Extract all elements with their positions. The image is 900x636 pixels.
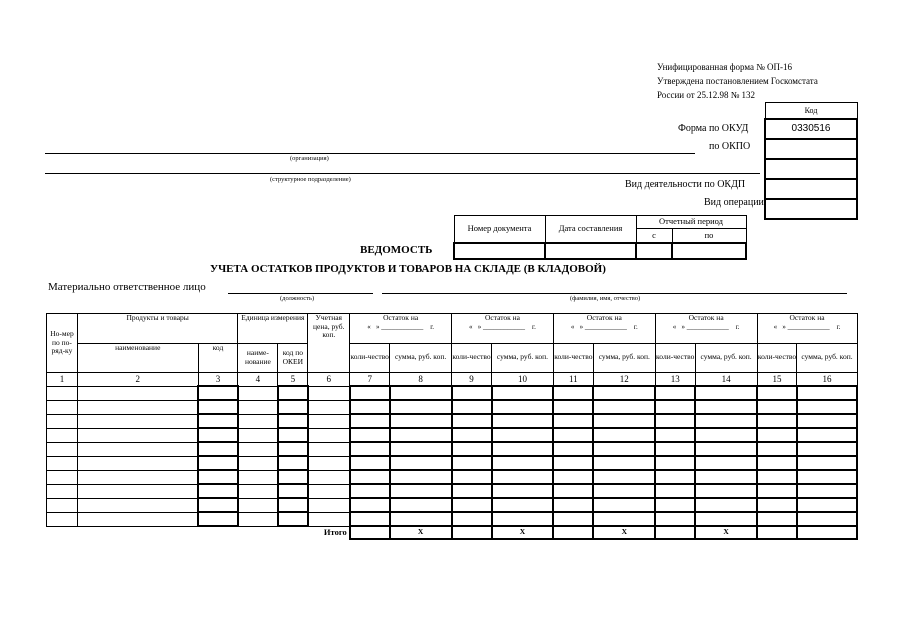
table-cell[interactable] — [390, 512, 452, 526]
okpo-code[interactable] — [765, 139, 857, 159]
column-number: 12 — [593, 373, 655, 387]
table-cell[interactable] — [198, 470, 238, 484]
table-cell[interactable] — [492, 512, 554, 526]
x-mark: Х — [492, 526, 554, 539]
table-cell[interactable] — [198, 498, 238, 512]
table-cell[interactable] — [350, 400, 390, 414]
table-cell[interactable] — [757, 386, 797, 400]
position-caption: (должность) — [280, 295, 315, 302]
table-cell[interactable] — [308, 512, 350, 526]
table-cell[interactable] — [77, 414, 198, 428]
table-cell[interactable] — [655, 386, 695, 400]
okpo-label: по ОКПО — [709, 141, 751, 152]
form-line-1: Унифицированная форма № ОП-16 — [657, 62, 793, 72]
table-cell[interactable] — [238, 470, 278, 484]
subdivision-line[interactable] — [45, 173, 760, 174]
table-cell[interactable] — [350, 456, 390, 470]
table-cell[interactable] — [593, 498, 655, 512]
table-cell[interactable] — [47, 400, 78, 414]
table-cell[interactable] — [308, 386, 350, 400]
organization-line[interactable] — [45, 153, 695, 154]
doc-number-field[interactable] — [454, 243, 545, 259]
table-cell[interactable] — [238, 484, 278, 498]
price-header: Учетная цена, руб. коп. — [308, 314, 350, 373]
table-cell[interactable] — [278, 456, 308, 470]
table-cell[interactable] — [757, 470, 797, 484]
table-cell[interactable] — [757, 442, 797, 456]
table-cell[interactable] — [350, 484, 390, 498]
table-cell[interactable] — [198, 414, 238, 428]
table-cell[interactable] — [593, 512, 655, 526]
title-line-2: УЧЕТА ОСТАТКОВ ПРОДУКТОВ И ТОВАРОВ НА СКЛАДЕ (В КЛАДОВОЙ) — [210, 263, 606, 275]
table-cell[interactable] — [198, 400, 238, 414]
table-cell[interactable] — [553, 442, 593, 456]
table-row — [47, 484, 858, 498]
table-cell[interactable] — [308, 470, 350, 484]
table-cell[interactable] — [492, 428, 554, 442]
column-number: 4 — [238, 373, 278, 387]
table-cell[interactable] — [797, 442, 857, 456]
table-cell[interactable] — [278, 400, 308, 414]
code-subheader: код — [198, 343, 238, 373]
table-row — [47, 386, 858, 400]
table-cell[interactable] — [492, 498, 554, 512]
table-cell[interactable] — [452, 386, 492, 400]
code-blank[interactable] — [765, 159, 857, 179]
column-number: 3 — [198, 373, 238, 387]
organization-caption: (организация) — [290, 155, 329, 162]
table-cell[interactable] — [390, 498, 452, 512]
balance-header-4: Остаток на « » ____________ г. — [655, 314, 757, 344]
table-cell[interactable] — [278, 498, 308, 512]
table-cell[interactable] — [695, 484, 757, 498]
table-cell[interactable] — [655, 456, 695, 470]
period-to: по — [672, 229, 746, 243]
sum-subheader: сумма, руб. коп. — [593, 343, 655, 373]
table-cell[interactable] — [655, 400, 695, 414]
table-cell[interactable] — [308, 498, 350, 512]
table-cell[interactable] — [350, 512, 390, 526]
table-cell[interactable] — [797, 470, 857, 484]
table-cell[interactable] — [198, 442, 238, 456]
table-cell[interactable] — [390, 484, 452, 498]
col-number-header: Но-мер по по-ряд-ку — [47, 314, 78, 373]
column-number: 10 — [492, 373, 554, 387]
table-cell[interactable] — [655, 414, 695, 428]
document-meta-table — [453, 215, 747, 260]
table-row — [47, 414, 858, 428]
table-cell[interactable] — [695, 400, 757, 414]
sum-subheader: сумма, руб. коп. — [390, 343, 452, 373]
table-cell[interactable] — [492, 442, 554, 456]
table-cell[interactable] — [797, 400, 857, 414]
operation-code[interactable] — [765, 199, 857, 219]
table-cell[interactable] — [77, 498, 198, 512]
table-row — [47, 400, 858, 414]
table-cell[interactable] — [350, 442, 390, 456]
table-cell[interactable] — [278, 470, 308, 484]
table-cell[interactable] — [47, 386, 78, 400]
table-cell[interactable] — [695, 498, 757, 512]
table-cell[interactable] — [238, 400, 278, 414]
column-numbers-row — [47, 373, 858, 387]
table-cell[interactable] — [492, 414, 554, 428]
qty-subheader: коли-чество — [655, 343, 695, 373]
okud-label: Форма по ОКУД — [678, 123, 749, 134]
table-cell[interactable] — [350, 386, 390, 400]
table-cell[interactable] — [452, 498, 492, 512]
column-number: 2 — [77, 373, 198, 387]
table-cell[interactable] — [238, 414, 278, 428]
total-cell[interactable] — [553, 526, 593, 539]
table-cell[interactable] — [452, 442, 492, 456]
date-header: Дата составления — [545, 216, 636, 244]
table-cell[interactable] — [308, 428, 350, 442]
position-line[interactable] — [228, 293, 373, 294]
table-cell[interactable] — [238, 456, 278, 470]
table-cell[interactable] — [553, 428, 593, 442]
table-row — [47, 456, 858, 470]
form-line-2: Утверждена постановлением Госкомстата — [657, 76, 818, 86]
table-cell[interactable] — [492, 386, 554, 400]
table-cell[interactable] — [308, 442, 350, 456]
table-cell[interactable] — [553, 456, 593, 470]
column-number: 7 — [350, 373, 390, 387]
table-cell[interactable] — [350, 470, 390, 484]
products-header: Продукты и товары — [77, 314, 238, 344]
table-cell[interactable] — [553, 400, 593, 414]
table-cell[interactable] — [695, 512, 757, 526]
table-cell[interactable] — [593, 456, 655, 470]
column-number: 1 — [47, 373, 78, 387]
name-caption: (фамилия, имя, отчество) — [570, 295, 641, 302]
table-cell[interactable] — [492, 484, 554, 498]
table-cell[interactable] — [797, 498, 857, 512]
table-cell[interactable] — [757, 400, 797, 414]
sum-subheader: сумма, руб. коп. — [695, 343, 757, 373]
period-from: с — [636, 229, 672, 243]
table-cell[interactable] — [593, 442, 655, 456]
column-number: 9 — [452, 373, 492, 387]
okdp-label: Вид деятельности по ОКДП — [625, 179, 746, 190]
balance-header-3: Остаток на « » ____________ г. — [553, 314, 655, 344]
table-cell[interactable] — [797, 456, 857, 470]
qty-subheader: коли-чество — [452, 343, 492, 373]
table-cell[interactable] — [390, 414, 452, 428]
table-cell[interactable] — [757, 512, 797, 526]
balance-header-1: Остаток на « » ____________ г. — [350, 314, 452, 344]
balance-table — [46, 313, 858, 540]
total-row — [47, 526, 858, 539]
table-cell[interactable] — [553, 498, 593, 512]
table-cell[interactable] — [492, 456, 554, 470]
table-cell[interactable] — [308, 400, 350, 414]
table-cell[interactable] — [308, 456, 350, 470]
period-from-field[interactable] — [636, 243, 672, 259]
table-cell[interactable] — [47, 512, 78, 526]
table-cell[interactable] — [452, 456, 492, 470]
date-field[interactable] — [545, 243, 636, 259]
subdivision-caption: (структурное подразделение) — [270, 176, 351, 183]
table-cell[interactable] — [757, 414, 797, 428]
table-cell[interactable] — [695, 386, 757, 400]
codes-header: Код — [765, 103, 857, 120]
table-cell[interactable] — [390, 470, 452, 484]
title-line-1: ВЕДОМОСТЬ — [360, 244, 433, 256]
table-cell[interactable] — [390, 386, 452, 400]
form-line-3: России от 25.12.98 № 132 — [657, 90, 756, 100]
table-cell[interactable] — [350, 428, 390, 442]
period-header: Отчетный период — [636, 216, 746, 229]
table-row — [47, 428, 858, 442]
table-cell[interactable] — [553, 512, 593, 526]
name-line[interactable] — [382, 293, 847, 294]
total-cell[interactable] — [757, 526, 797, 539]
table-cell[interactable] — [593, 386, 655, 400]
table-cell[interactable] — [655, 498, 695, 512]
table-cell[interactable] — [77, 442, 198, 456]
table-cell[interactable] — [593, 470, 655, 484]
table-cell[interactable] — [278, 386, 308, 400]
qty-subheader: коли-чество — [553, 343, 593, 373]
table-cell[interactable] — [278, 512, 308, 526]
table-cell[interactable] — [47, 498, 78, 512]
table-cell[interactable] — [757, 498, 797, 512]
table-cell[interactable] — [757, 428, 797, 442]
table-cell[interactable] — [238, 386, 278, 400]
sum-subheader: сумма, руб. коп. — [797, 343, 857, 373]
table-cell[interactable] — [492, 400, 554, 414]
table-cell[interactable] — [47, 456, 78, 470]
table-cell[interactable] — [77, 512, 198, 526]
table-cell[interactable] — [77, 484, 198, 498]
x-mark: Х — [390, 526, 452, 539]
table-cell[interactable] — [452, 470, 492, 484]
table-cell[interactable] — [77, 386, 198, 400]
table-cell[interactable] — [593, 414, 655, 428]
name-subheader: наименование — [77, 343, 198, 373]
table-cell[interactable] — [452, 512, 492, 526]
period-to-field[interactable] — [672, 243, 746, 259]
table-cell[interactable] — [390, 428, 452, 442]
table-cell[interactable] — [238, 428, 278, 442]
table-cell[interactable] — [593, 484, 655, 498]
table-cell[interactable] — [655, 512, 695, 526]
unit-code-subheader: код по ОКЕИ — [278, 343, 308, 373]
table-cell[interactable] — [278, 414, 308, 428]
table-cell[interactable] — [47, 414, 78, 428]
table-cell[interactable] — [593, 428, 655, 442]
column-number: 6 — [308, 373, 350, 387]
table-cell[interactable] — [390, 400, 452, 414]
column-number: 11 — [553, 373, 593, 387]
x-mark: Х — [593, 526, 655, 539]
table-cell[interactable] — [655, 428, 695, 442]
qty-subheader: коли-чество — [757, 343, 797, 373]
table-cell[interactable] — [452, 484, 492, 498]
table-cell[interactable] — [278, 428, 308, 442]
table-cell[interactable] — [655, 484, 695, 498]
table-cell[interactable] — [797, 428, 857, 442]
qty-subheader: коли-чество — [350, 343, 390, 373]
table-cell[interactable] — [655, 442, 695, 456]
table-cell[interactable] — [655, 470, 695, 484]
table-cell[interactable] — [553, 386, 593, 400]
table-cell[interactable] — [757, 484, 797, 498]
column-number: 8 — [390, 373, 452, 387]
table-cell[interactable] — [695, 470, 757, 484]
table-cell[interactable] — [47, 484, 78, 498]
column-number: 5 — [278, 373, 308, 387]
table-cell[interactable] — [797, 414, 857, 428]
operation-label: Вид операции — [704, 197, 764, 208]
table-cell[interactable] — [553, 470, 593, 484]
x-mark: Х — [695, 526, 757, 539]
table-cell[interactable] — [47, 442, 78, 456]
doc-number-header: Номер документа — [454, 216, 545, 244]
table-cell[interactable] — [452, 428, 492, 442]
total-cell[interactable] — [350, 526, 390, 539]
table-cell[interactable] — [452, 414, 492, 428]
table-cell[interactable] — [553, 484, 593, 498]
table-cell[interactable] — [77, 456, 198, 470]
column-number: 16 — [797, 373, 857, 387]
table-cell[interactable] — [695, 428, 757, 442]
table-cell[interactable] — [695, 456, 757, 470]
table-cell[interactable] — [198, 386, 238, 400]
table-row — [47, 470, 858, 484]
total-label: Итого — [323, 527, 347, 538]
table-cell[interactable] — [757, 456, 797, 470]
table-cell[interactable] — [452, 400, 492, 414]
column-number: 14 — [695, 373, 757, 387]
table-cell[interactable] — [797, 386, 857, 400]
balance-header-2: Остаток на « » ____________ г. — [452, 314, 554, 344]
table-cell[interactable] — [492, 470, 554, 484]
table-cell[interactable] — [593, 400, 655, 414]
responsible-label: Материально ответственное лицо — [48, 281, 206, 293]
table-row — [47, 498, 858, 512]
table-cell[interactable] — [278, 484, 308, 498]
okud-code[interactable]: 0330516 — [765, 119, 857, 139]
table-cell[interactable] — [198, 428, 238, 442]
table-cell[interactable] — [47, 470, 78, 484]
table-cell[interactable] — [278, 442, 308, 456]
total-cell[interactable] — [452, 526, 492, 539]
table-cell[interactable] — [797, 484, 857, 498]
table-cell[interactable] — [77, 470, 198, 484]
table-cell[interactable] — [308, 484, 350, 498]
table-cell[interactable] — [198, 456, 238, 470]
table-cell[interactable] — [238, 498, 278, 512]
table-cell[interactable] — [238, 512, 278, 526]
table-cell[interactable] — [198, 484, 238, 498]
column-number: 13 — [655, 373, 695, 387]
table-cell[interactable] — [350, 498, 390, 512]
table-row — [47, 512, 858, 526]
table-cell[interactable] — [238, 442, 278, 456]
table-cell[interactable] — [390, 456, 452, 470]
column-number: 15 — [757, 373, 797, 387]
table-cell[interactable] — [47, 428, 78, 442]
table-row — [47, 442, 858, 456]
sum-subheader: сумма, руб. коп. — [492, 343, 554, 373]
table-cell[interactable] — [350, 414, 390, 428]
table-cell[interactable] — [308, 414, 350, 428]
balance-header-5: Остаток на « » ____________ г. — [757, 314, 857, 344]
table-cell[interactable] — [77, 400, 198, 414]
unit-header: Единица измерения — [238, 314, 308, 344]
table-cell[interactable] — [77, 428, 198, 442]
unit-name-subheader: наиме-нование — [238, 343, 278, 373]
table-cell[interactable] — [198, 512, 238, 526]
total-cell[interactable] — [797, 526, 857, 539]
total-cell[interactable] — [655, 526, 695, 539]
table-cell[interactable] — [797, 512, 857, 526]
table-cell[interactable] — [695, 414, 757, 428]
table-cell[interactable] — [553, 414, 593, 428]
table-cell[interactable] — [695, 442, 757, 456]
table-cell[interactable] — [390, 442, 452, 456]
okdp-code[interactable] — [765, 179, 857, 199]
